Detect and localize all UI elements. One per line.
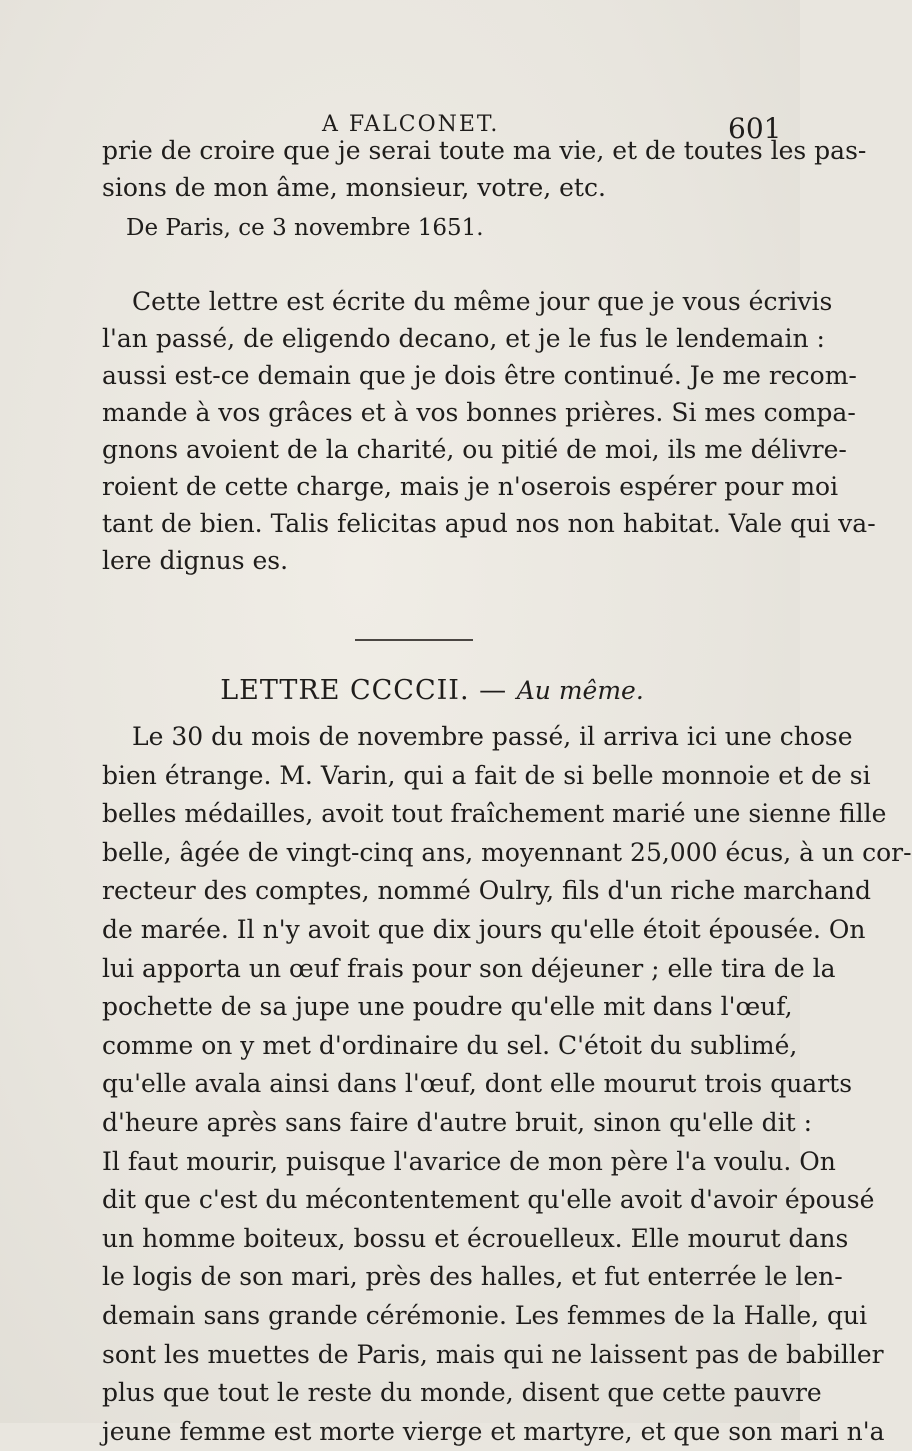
text-line: belle, âgée de vingt-cinq ans, moyennant 25,000 écus, à un cor- bbox=[102, 837, 912, 867]
text-line: pochette de sa jupe une poudre qu'elle mit dans l'œuf, bbox=[102, 992, 793, 1022]
text-line: jeune femme est morte vierge et martyre, et que son mari n'a bbox=[102, 1416, 885, 1446]
dateline: De Paris, ce 3 novembre 1651. bbox=[126, 215, 484, 241]
text-line: bien étrange. M. Varin, qui a fait de si belle monnoie et de si bbox=[102, 760, 871, 790]
text-line: le logis de son mari, près des halles, et fut enterrée le len- bbox=[102, 1262, 843, 1292]
text-line: plus que tout le reste du monde, disent que cette pauvre bbox=[102, 1378, 822, 1408]
letter-heading-recipient: Au même. bbox=[516, 676, 644, 705]
letter-heading bbox=[102, 675, 726, 706]
text-line: Le 30 du mois de novembre passé, il arriva ici une chose bbox=[132, 722, 853, 751]
section-divider bbox=[355, 639, 473, 641]
text-line: roient de cette charge, mais je n'oserois espérer pour moi bbox=[102, 472, 839, 501]
text-line: aussi est-ce demain que je dois être continué. Je me recom- bbox=[102, 361, 857, 390]
page-number: 601 bbox=[728, 112, 782, 145]
text-line: comme on y met d'ordinaire du sel. C'étoit du sublimé, bbox=[102, 1030, 798, 1060]
text-line: lere dignus es. bbox=[102, 546, 289, 575]
text-line: un homme boiteux, bossu et écrouelleux. Elle mourut dans bbox=[102, 1223, 849, 1253]
text-line: recteur des comptes, nommé Oulry, fils d'un riche marchand bbox=[102, 876, 871, 906]
text-line: l'an passé, de eligendo decano, et je le fus le lendemain : bbox=[102, 324, 825, 353]
text-line: de marée. Il n'y avoit que dix jours qu'elle étoit épousée. On bbox=[102, 914, 866, 944]
text-line: gnons avoient de la charité, ou pitié de moi, ils me délivre- bbox=[102, 435, 847, 464]
text-block bbox=[102, 132, 912, 1451]
letter-heading-title: LETTRE CCCCII. — bbox=[220, 675, 508, 706]
text-line: prie de croire que je serai toute ma vie, et de toutes les pas- bbox=[102, 136, 867, 165]
letter-closing bbox=[102, 132, 867, 247]
text-line: sions de mon âme, monsieur, votre, etc. bbox=[102, 173, 606, 202]
text-line: d'heure après sans faire d'autre bruit, sinon qu'elle dit : bbox=[102, 1107, 813, 1137]
text-line: Cette lettre est écrite du même jour que je vous écrivis bbox=[132, 287, 833, 316]
text-line: belles médailles, avoit tout fraîchement marié une sienne fille bbox=[102, 799, 887, 829]
text-line: mande à vos grâces et à vos bonnes prières. Si mes compa- bbox=[102, 398, 856, 427]
text-line: qu'elle avala ainsi dans l'œuf, dont elle mourut trois quarts bbox=[102, 1069, 853, 1099]
postscript-paragraph bbox=[102, 283, 876, 579]
text-line: demain sans grande cérémonie. Les femmes de la Halle, qui bbox=[102, 1300, 868, 1330]
text-line: dit que c'est du mécontentement qu'elle avoit d'avoir épousé bbox=[102, 1185, 875, 1215]
running-head-title: A FALCONET. bbox=[322, 112, 500, 137]
text-line: sont les muettes de Paris, mais qui ne laissent pas de babiller bbox=[102, 1339, 884, 1369]
letter-body bbox=[102, 718, 912, 1451]
text-line: lui apporta un œuf frais pour son déjeuner ; elle tira de la bbox=[102, 953, 836, 983]
text-line: Il faut mourir, puisque l'avarice de mon père l'a voulu. On bbox=[102, 1146, 836, 1176]
text-line: tant de bien. Talis felicitas apud nos non habitat. Vale qui va- bbox=[102, 509, 876, 538]
